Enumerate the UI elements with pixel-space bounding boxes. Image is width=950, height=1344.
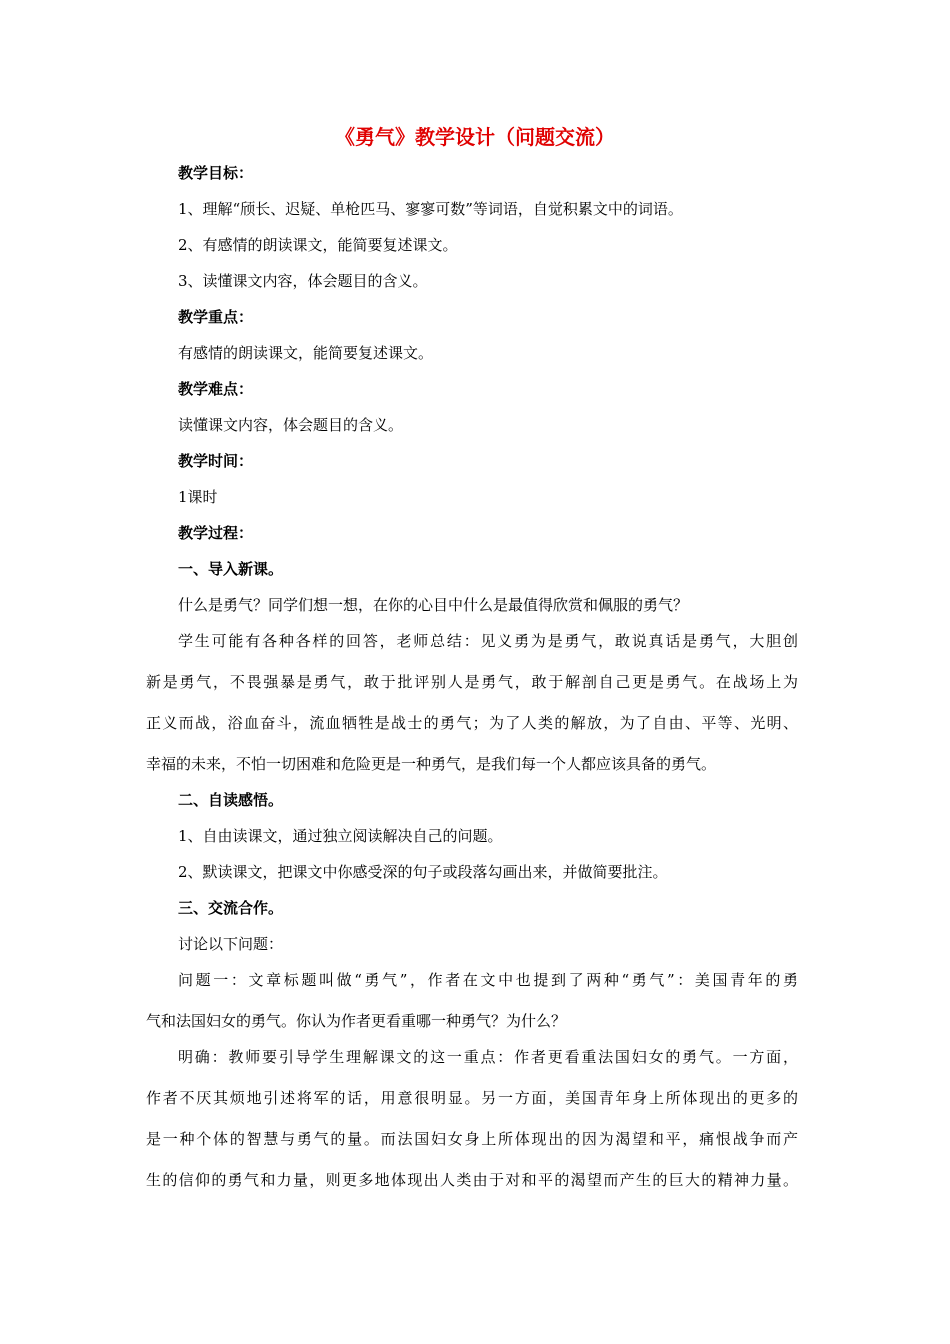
paragraph-line: 新是勇气，不畏强暴是勇气，敢于批评别人是勇气，敢于解剖自己更是勇气。在战场上为 [146, 673, 798, 691]
paragraph-line: 学生可能有各种各样的回答，老师总结：见义勇为是勇气，敢说真话是勇气，大胆创 [178, 632, 798, 650]
time-text: 1课时 [178, 488, 218, 506]
answer-line: 生的信仰的勇气和力量，则更多地体现出人类由于对和平的渴望而产生的巨大的精神力量。 [146, 1171, 798, 1189]
answer-line: 是一种个体的智慧与勇气的量。而法国妇女身上所体现出的因为渴望和平，痛恨战争而产 [146, 1130, 798, 1148]
difficulty-text: 读懂课文内容，体会题目的含义。 [178, 416, 404, 434]
process-heading: 教学过程： [178, 524, 254, 542]
section-heading: 二、自读感悟。 [178, 791, 284, 809]
answer-line: 作者不厌其烦地引述将军的话，用意很明显。另一方面，美国青年身上所体现出的更多的 [146, 1089, 798, 1107]
objective-item: 1、理解“颀长、迟疑、单枪匹马、寥寥可数”等词语，自觉积累文中的词语。 [178, 200, 683, 218]
section-question: 什么是勇气？同学们想一想，在你的心目中什么是最值得欣赏和佩服的勇气？ [178, 596, 689, 614]
section-intro: 讨论以下问题： [178, 935, 284, 953]
objectives-heading: 教学目标： [178, 164, 254, 182]
document-title: 《勇气》教学设计（问题交流） [335, 125, 615, 149]
question-line: 气和法国妇女的勇气。你认为作者更看重哪一种勇气？为什么？ [146, 1012, 567, 1030]
objective-item: 3、读懂课文内容，体会题目的含义。 [178, 272, 428, 290]
key-points-text: 有感情的朗读课文，能简要复述课文。 [178, 344, 434, 362]
section-item: 1、自由读课文，通过独立阅读解决自己的问题。 [178, 827, 503, 845]
objective-item: 2、有感情的朗读课文，能简要复述课文。 [178, 236, 458, 254]
section-heading: 三、交流合作。 [178, 899, 284, 917]
answer-line: 明确：教师要引导学生理解课文的这一重点：作者更看重法国妇女的勇气。一方面， [178, 1048, 798, 1066]
paragraph-line: 幸福的未来，不怕一切困难和危险更是一种勇气，是我们每一个人都应该具备的勇气。 [146, 755, 717, 773]
time-heading: 教学时间： [178, 452, 254, 470]
section-heading: 一、导入新课。 [178, 560, 284, 578]
difficulty-heading: 教学难点： [178, 380, 254, 398]
question-line: 问题一：文章标题叫做“勇气”，作者在文中也提到了两种“勇气”：美国青年的勇 [178, 971, 798, 989]
paragraph-line: 正义而战，浴血奋斗，流血牺牲是战士的勇气；为了人类的解放，为了自由、平等、光明、 [146, 714, 798, 732]
key-points-heading: 教学重点： [178, 308, 254, 326]
section-item: 2、默读课文，把课文中你感受深的句子或段落勾画出来，并做简要批注。 [178, 863, 668, 881]
